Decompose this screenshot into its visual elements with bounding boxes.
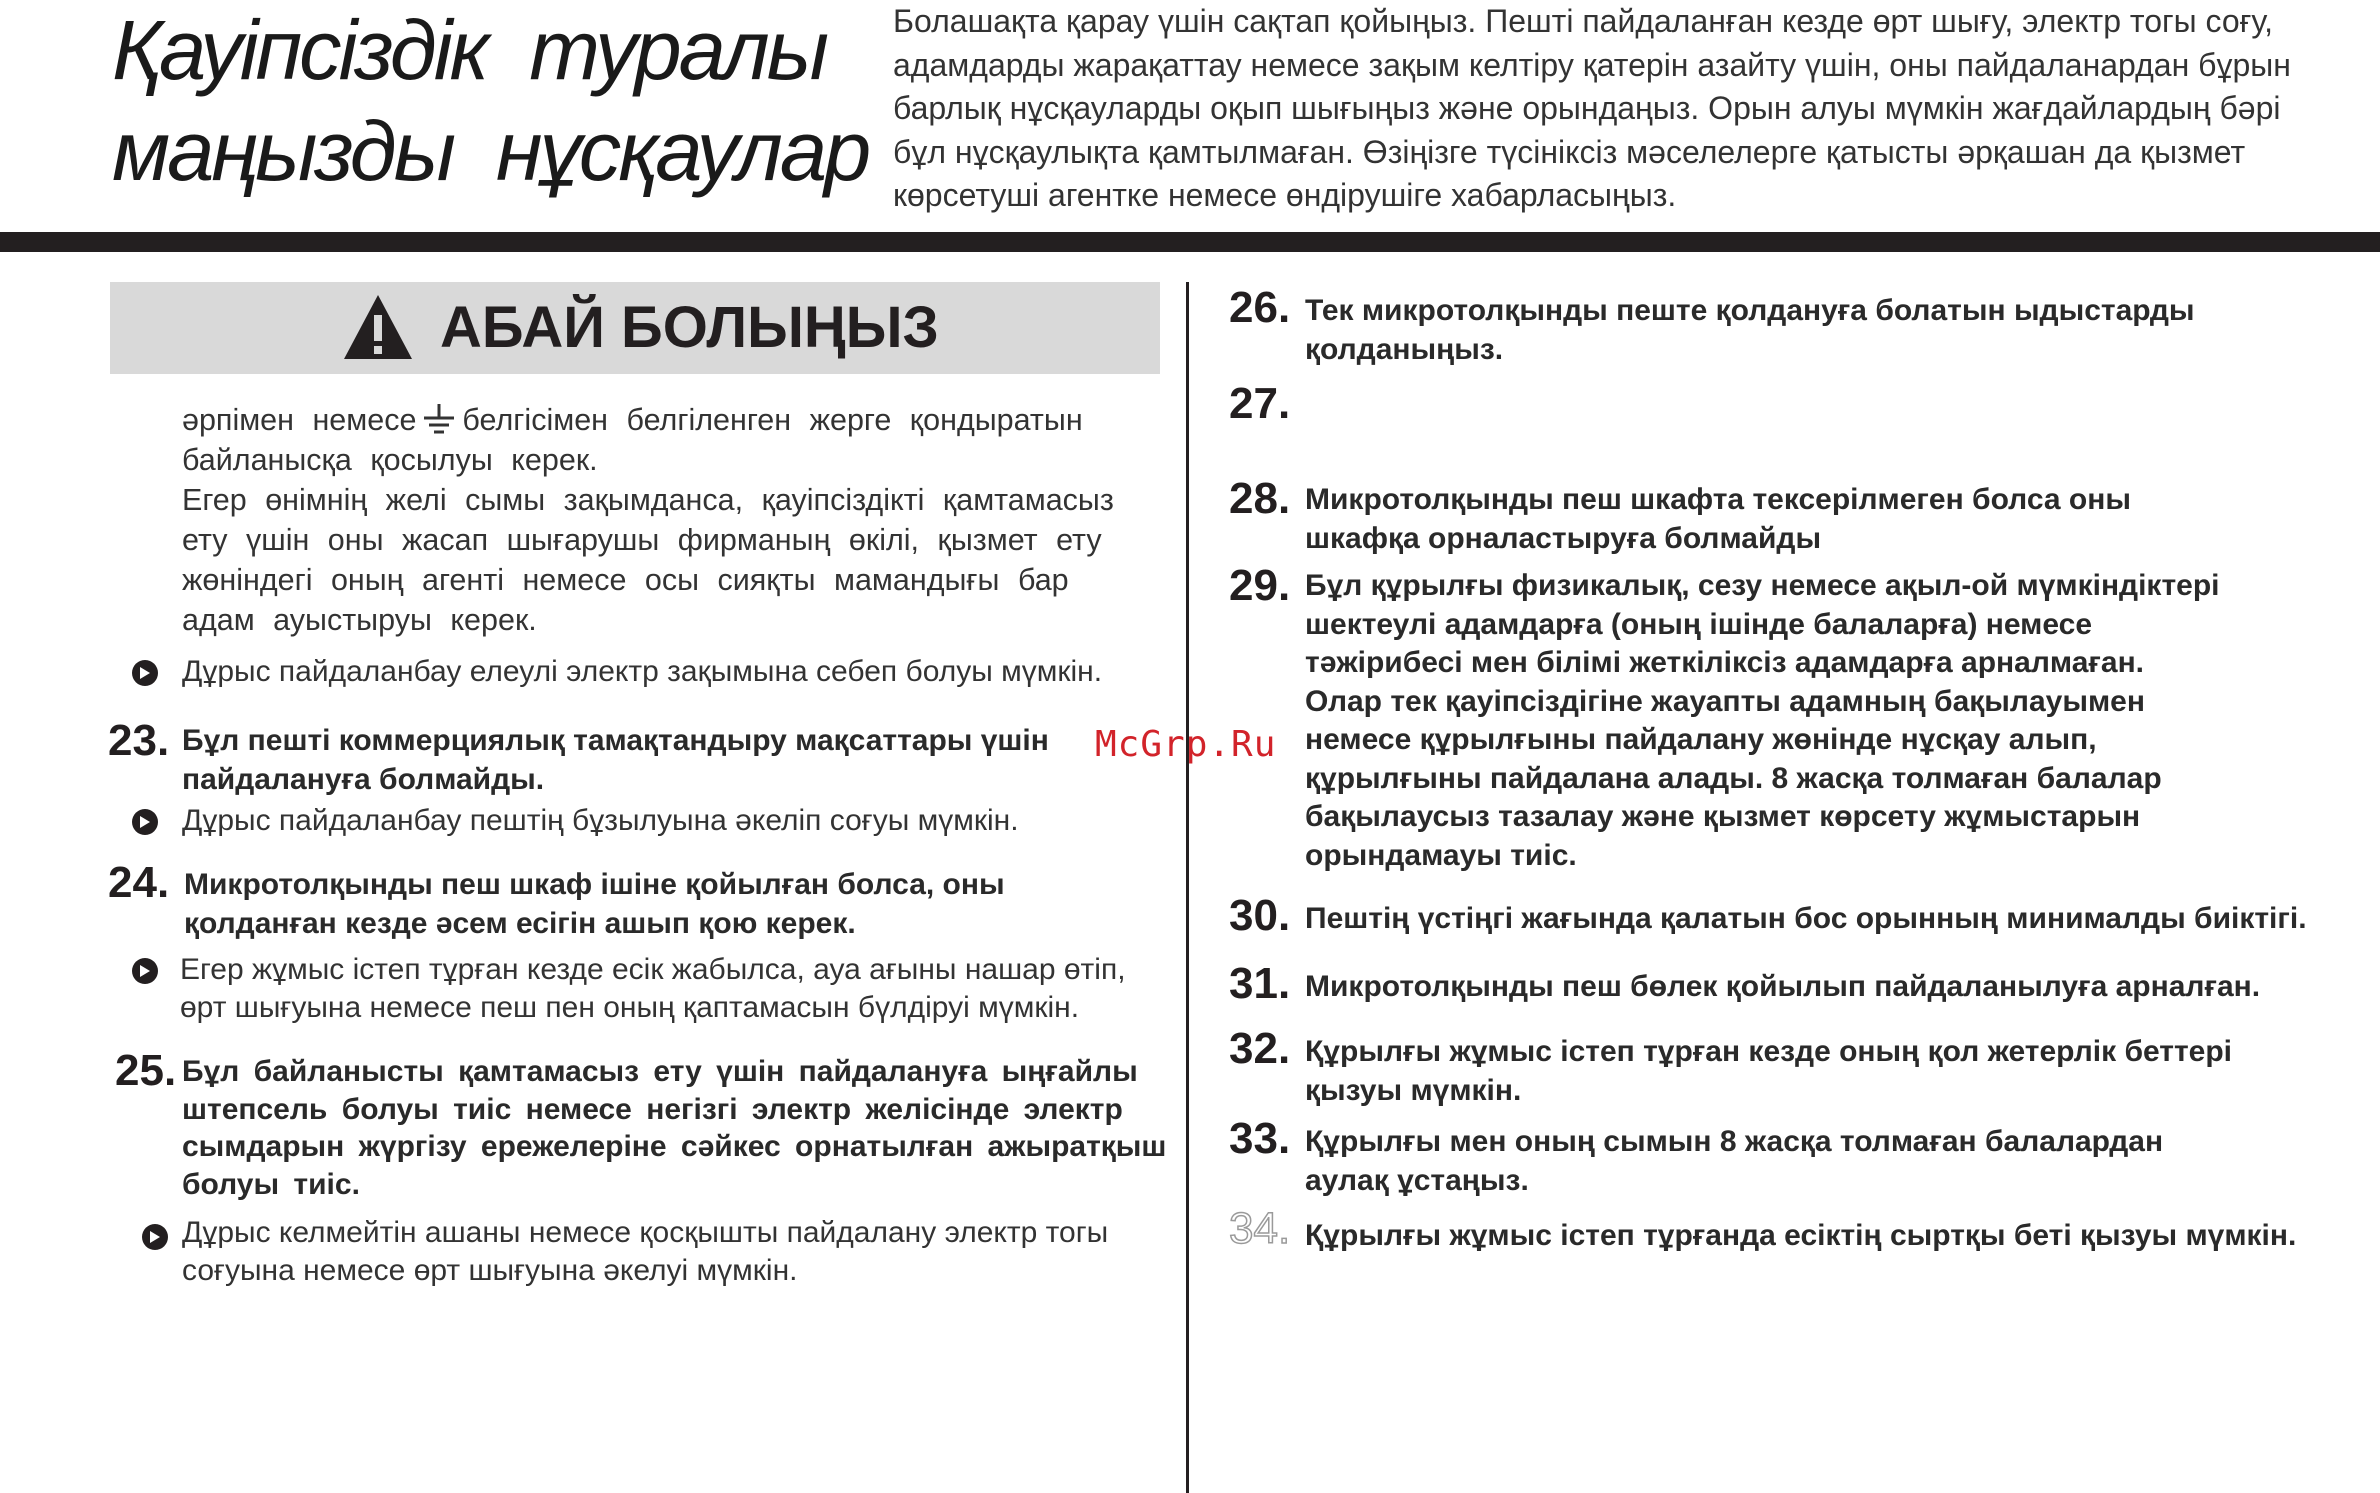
item-32-number: 32. bbox=[1229, 1024, 1291, 1073]
item-33-text: Құрылғы мен оның сымын 8 жасқа толмаған балалардан аулақ ұстаңыз. bbox=[1305, 1125, 2164, 1197]
column-divider bbox=[1186, 282, 1189, 1493]
item-25-note: Дұрыс келмейтін ашаны немесе қосқышты пайдалану электр тогы соғуына немесе өрт шығуына әкелуі мүмкін. bbox=[182, 1216, 1109, 1287]
item-34-text: Құрылғы жұмыс істеп тұрғанда есіктің сыртқы беті қызуы мүмкін. bbox=[1305, 1219, 2297, 1252]
ground-symbol-icon bbox=[422, 404, 456, 436]
item-31-number: 31. bbox=[1229, 959, 1291, 1008]
item-25-number: 25. bbox=[115, 1046, 177, 1095]
watermark: McGrp.Ru bbox=[1095, 724, 1277, 765]
page-title: Қауіпсіздік туралы маңызды нұсқаулар bbox=[112, 3, 869, 198]
item-30-text: Пештің үстіңгі жағында қалатын бос орынның минималды биіктігі. bbox=[1305, 902, 2307, 935]
item-31-text: Микротолқынды пеш бөлек қойылып пайдаланылуға арналған. bbox=[1305, 970, 2261, 1003]
arrow-bullet-icon bbox=[131, 808, 159, 836]
item-23-number: 23. bbox=[108, 716, 170, 765]
note-22: Дұрыс пайдаланбау елеулі электр зақымына себеп болуы мүмкін. bbox=[182, 655, 1103, 688]
item-32-text: Құрылғы жұмыс істеп тұрған кезде оның қол жетерлік беттері қызуы мүмкін. bbox=[1305, 1035, 2233, 1107]
item-26-number: 26. bbox=[1229, 283, 1291, 332]
item-30-number: 30. bbox=[1229, 891, 1291, 940]
item-23-note: Дұрыс пайдаланбау пештің бұзылуына әкеліп соғуы мүмкін. bbox=[182, 804, 1019, 837]
item-33-number: 33. bbox=[1229, 1114, 1291, 1163]
arrow-bullet-icon bbox=[131, 957, 159, 985]
item-23-text: Бұл пешті коммерциялық тамақтандыру мақсаттары үшін пайдалануға болмайды. bbox=[182, 724, 1049, 796]
item-28-text: Микротолқынды пеш шкафта тексерілмеген болса оны шкафқа орналастыруға болмайды bbox=[1305, 483, 2131, 555]
header-rule bbox=[0, 232, 2380, 252]
item-34-number: 34. bbox=[1229, 1204, 1291, 1253]
item-24-note: Егер жұмыс істеп тұрған кезде есік жабылса, ауа ағыны нашар өтіп, өрт шығуына немесе пеш пен оның қаптамасын бүлдіруі мүмкін. bbox=[180, 953, 1126, 1024]
warning-label: АБАЙ БОЛЫҢЫЗ bbox=[440, 295, 939, 360]
arrow-bullet-icon bbox=[131, 659, 159, 687]
item-24-text: Микротолқынды пеш шкаф ішіне қойылған болса, оны қолданған кезде әсем есігін ашып қою керек. bbox=[184, 868, 1005, 940]
arrow-bullet-icon bbox=[141, 1223, 169, 1251]
warning-triangle-icon bbox=[342, 293, 414, 361]
intro-paragraph: Болашақта қарау үшін сақтап қойыңыз. Пешті пайдаланған кезде өрт шығу, электр тогы соғу, адамдарды жарақаттау немесе зақым келтіру қатерін азайту үшін, оны пайдаланардан бұрын барлық нұсқауларды оқып шығыңыз және орындаңыз. Орын алуы мүмкін жағдайлардың бәрі бұл нұсқаулықта қамтылмаған. Өзіңізге түсініксіз мәселелерге қатысты әрқашан да қызмет көрсетуші агентке немесе өндірушіге хабарласыңыз. bbox=[893, 3, 2291, 213]
item-28-number: 28. bbox=[1229, 474, 1291, 523]
item-26-text: Тек микротолқынды пеште қолдануға болатын ыдыстарды қолданыңыз. bbox=[1305, 294, 2195, 366]
item-29-number: 29. bbox=[1229, 561, 1291, 610]
warning-banner bbox=[110, 282, 1160, 374]
grounding-paragraph: әрпімен немесе белгісімен белгіленген жерге қондыратын байланысқа қосылуы керек. Егер өнімнің желі сымы зақымданса, қауіпсіздікті қамтамасыз ету үшін оны жасап шығарушы фирманың өкілі, қызмет ету жөніндегі оның агенті немесе осы сияқты мамандығы бар адам ауыстыруы керек. bbox=[182, 403, 1114, 637]
item-29-text: Бұл құрылғы физикалық, сезу немесе ақыл-ой мүмкіндіктері шектеулі адамдарға (оның ішінде балаларға) немесе тәжірибесі мен білімі жеткіліксіз адамдарға арналмаған. Олар тек қауіпсіздігіне жауапты адамның бақылауымен немесе құрылғыны пайдалану жөнінде нұсқау алып, құрылғыны пайдалана алады. 8 жасқа толмаған балалар бақылаусыз тазалау және қызмет көрсету жұмыстарын орындамауы тиіс. bbox=[1305, 569, 2220, 872]
item-24-number: 24. bbox=[108, 858, 170, 907]
item-27-number: 27. bbox=[1229, 379, 1291, 428]
item-25-text: Бұл байланысты қамтамасыз ету үшін пайдалануға ыңғайлы штепсель болуы тиіс немесе негізгі электр желісінде электр сымдарын жүргізу ережелеріне сәйкес орнатылған ажыратқыш болуы тиіс. bbox=[182, 1055, 1167, 1201]
